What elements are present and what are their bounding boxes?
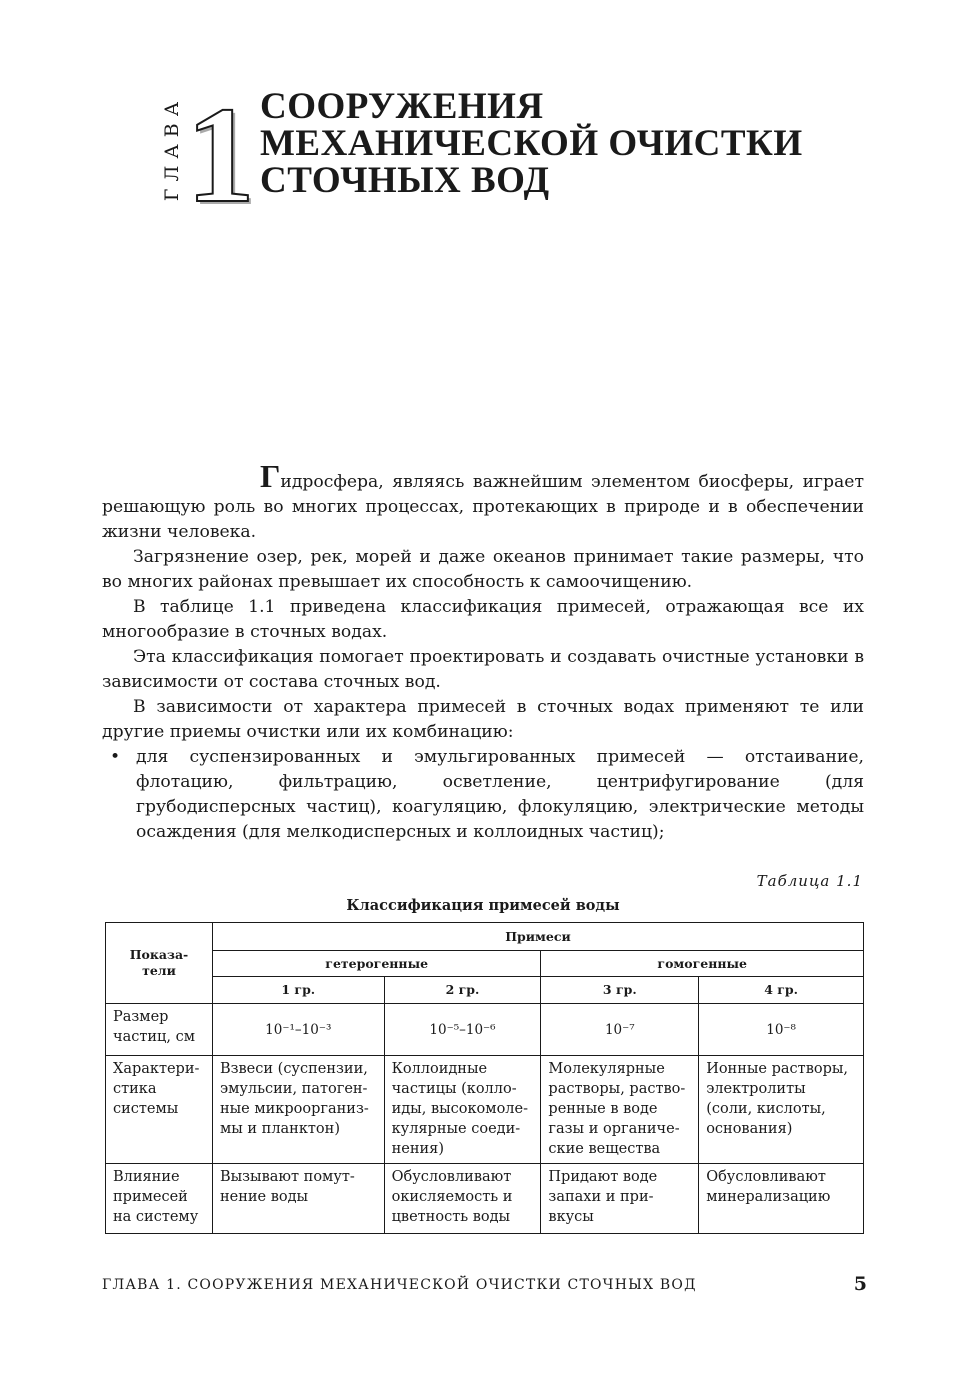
- table-cell: Обусловливают окисляемость и цветность воды: [384, 1164, 541, 1234]
- group-header: 3 гр.: [541, 977, 699, 1004]
- table-cell: Взвеси (суспензии, эмульсии, патоген- ные микроорганиз- мы и планктон): [212, 1056, 384, 1164]
- table-cell: Вызывают помут- нение воды: [212, 1164, 384, 1234]
- drop-cap: Г: [260, 458, 281, 494]
- page-number: 5: [853, 1273, 867, 1295]
- group-header: 1 гр.: [212, 977, 384, 1004]
- method-list: [102, 745, 864, 845]
- table-cell: Ионные растворы, электролиты (соли, кислоты, основания): [699, 1056, 864, 1164]
- group-header: 4 гр.: [699, 977, 864, 1004]
- chapter-title-line: СТОЧНЫХ ВОД: [260, 160, 550, 201]
- paragraph: В таблице 1.1 приведена классификация примесей, отражающая все их многообразие в сточных водах.: [102, 597, 864, 642]
- row-label: Размер частиц, см: [106, 1004, 213, 1056]
- paragraph: В зависимости от характера примесей в сточных водах применяют те или другие приемы очистки или их комбинацию:: [102, 697, 864, 742]
- running-footer: ГЛАВА 1. СООРУЖЕНИЯ МЕХАНИЧЕСКОЙ ОЧИСТКИ СТОЧНЫХ ВОД: [102, 1277, 697, 1293]
- chapter-title-line: СООРУЖЕНИЯ: [260, 86, 544, 127]
- table-caption: Таблица 1.1: [756, 872, 863, 890]
- row-label: Влияние примесей на систему: [106, 1164, 213, 1234]
- homogeneous-header: гомогенные: [541, 951, 864, 977]
- chapter-number: 1: [186, 78, 255, 231]
- table-cell: Придают воде запахи и при- вкусы: [541, 1164, 699, 1234]
- table-cell: 10⁻¹–10⁻³: [212, 1004, 384, 1056]
- corner-header: Показа- тели: [106, 923, 213, 1004]
- chapter-title-line: МЕХАНИЧЕСКОЙ ОЧИСТКИ: [260, 123, 803, 164]
- table-cell: 10⁻⁷: [541, 1004, 699, 1056]
- table-cell: 10⁻⁸: [699, 1004, 864, 1056]
- classification-table: [105, 922, 864, 1234]
- body-text: [102, 458, 864, 845]
- paragraph: Загрязнение озер, рек, морей и даже океанов принимает такие размеры, что во многих районах превышает их способность к самоочищению.: [102, 547, 864, 592]
- heterogeneous-header: гетерогенные: [212, 951, 540, 977]
- table-cell: Обусловливают минерализацию: [699, 1164, 864, 1234]
- table-row: [106, 1056, 864, 1164]
- table-title: Классификация примесей воды: [346, 897, 620, 914]
- bullet-icon: •: [110, 747, 121, 767]
- list-item: • для суспензированных и эмульгированных примесей — отстаивание, флотацию, фильтрацию, осветление, центрифугирование (для грубодисперсных частиц), коагуляцию, флокуляцию, электрические методы осаждения (для мелкодисперсных и коллоидных частиц);: [110, 747, 864, 842]
- paragraph: Эта классификация помогает проектировать и создавать очистные установки в зависимости от состава сточных вод.: [102, 647, 864, 692]
- paragraph: Гидросфера, являясь важнейшим элементом биосферы, играет решающую роль во многих процессах, протекающих в природе и в обеспечении жизни человека.: [102, 458, 864, 542]
- table-cell: Коллоидные частицы (колло- иды, высокомоле- кулярные соеди- нения): [384, 1056, 541, 1164]
- table-cell: 10⁻⁵–10⁻⁶: [384, 1004, 541, 1056]
- impurities-header: Примеси: [212, 923, 863, 951]
- table-cell: Молекулярные растворы, раство- ренные в воде газы и органиче- ские вещества: [541, 1056, 699, 1164]
- group-header: 2 гр.: [384, 977, 541, 1004]
- chapter-label: ГЛАВА: [161, 94, 183, 201]
- table-row: [106, 1164, 864, 1234]
- table-row: [106, 1004, 864, 1056]
- chapter-title: [260, 88, 803, 199]
- row-label: Характери- стика системы: [106, 1056, 213, 1164]
